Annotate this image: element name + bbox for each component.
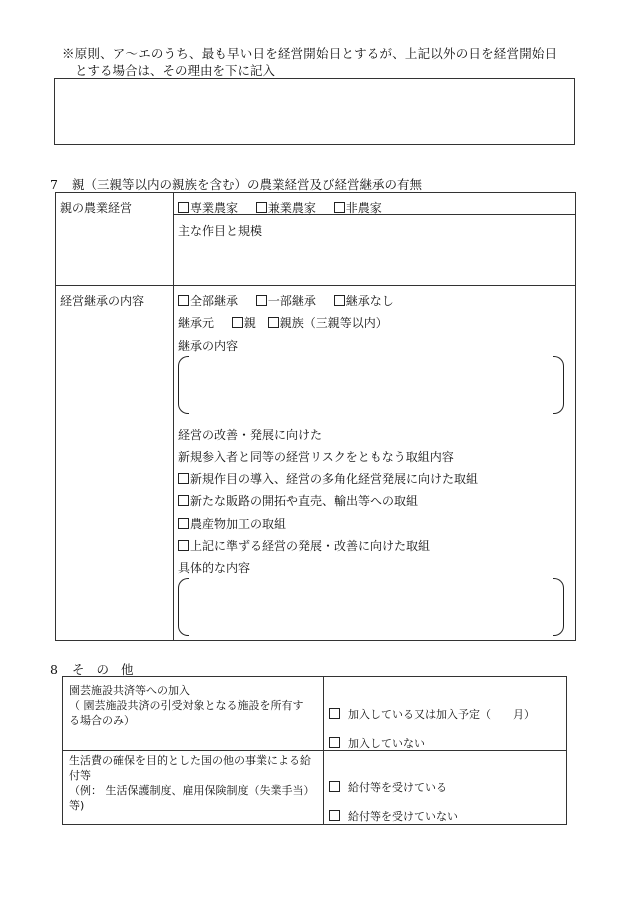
section8-number: 8 (50, 662, 58, 677)
checkbox[interactable] (329, 737, 340, 748)
section7-title: 親（三親等以内の親族を含む）の農業経営及び経営継承の有無 (72, 177, 423, 192)
checkbox[interactable] (178, 495, 189, 506)
checkbox[interactable] (178, 202, 189, 213)
checkbox[interactable] (268, 317, 279, 328)
benefits-not-receiving-option[interactable]: 給付等を受けていない (329, 808, 458, 824)
right-bracket (553, 578, 564, 636)
initiative-other[interactable]: 上記に準ずる経営の発展・改善に向けた取組 (178, 537, 430, 554)
checkbox[interactable] (329, 781, 340, 792)
source-parent[interactable]: 親 (232, 314, 256, 331)
improve-line-1: 経営の改善・発展に向けた (178, 428, 323, 442)
checkbox[interactable] (232, 317, 243, 328)
checkbox[interactable] (334, 202, 345, 213)
succession-label: 経営継承の内容 (60, 294, 145, 308)
insurance-joined-option[interactable]: 加入している又は加入予定（ 月） (329, 706, 535, 722)
checkbox[interactable] (329, 810, 340, 821)
checkbox[interactable] (178, 295, 189, 306)
farm-type-nonfarm[interactable]: 非農家 (334, 199, 382, 216)
checkbox[interactable] (178, 540, 189, 551)
reason-textbox[interactable] (54, 78, 575, 145)
section7-number: 7 (50, 177, 58, 192)
insurance-not-joined-option[interactable]: 加入していない (329, 735, 425, 751)
farm-type-fulltime[interactable]: 専業農家 (178, 199, 238, 216)
initiative-new-channels[interactable]: 新たな販路の開拓や直売、輸出等への取組 (178, 492, 418, 509)
checkbox[interactable] (334, 295, 345, 306)
succession-full[interactable]: 全部継承 (178, 292, 238, 309)
note-line-1: ※原則、ア～エのうち、最も早い日を経営開始日とするが、上記以外の日を経営開始日 (62, 46, 558, 61)
farm-type-options (178, 199, 396, 216)
farming-label: 親の農業経営 (60, 201, 133, 215)
checkbox[interactable] (178, 518, 189, 529)
succession-none[interactable]: 継承なし (334, 292, 394, 309)
row-divider (63, 750, 566, 751)
section8-title: そ の 他 (72, 662, 138, 677)
section8-table (62, 676, 567, 825)
right-bracket (553, 356, 564, 414)
checkbox[interactable] (178, 473, 189, 484)
initiative-new-crops[interactable]: 新規作目の導入、経営の多角化経営発展に向けた取組 (178, 470, 478, 487)
details-input-area[interactable] (192, 578, 547, 634)
source-relative[interactable]: 親族（三親等以内） (268, 314, 388, 331)
benefits-receiving-option[interactable]: 給付等を受けている (329, 779, 447, 795)
note-line-2: とする場合は、その理由を下に記入 (75, 63, 276, 78)
checkbox[interactable] (256, 295, 267, 306)
succession-type-options (178, 292, 408, 309)
section7-heading (50, 175, 422, 193)
content-label: 継承の内容 (178, 339, 239, 353)
content-input-area[interactable] (192, 356, 547, 412)
farm-type-parttime[interactable]: 兼業農家 (256, 199, 316, 216)
row-divider (56, 285, 575, 286)
left-bracket (178, 578, 189, 636)
details-label: 具体的な内容 (178, 561, 251, 575)
source-label: 継承元 (178, 316, 215, 330)
succession-partial[interactable]: 一部継承 (256, 292, 316, 309)
column-divider (173, 193, 174, 640)
benefits-description: 生活費の確保を目的とした国の他の事業による給 付等 （例： 生活保護制度、雇用保険制度（失業手当） 等) (69, 754, 315, 812)
section7-table (55, 192, 576, 641)
succession-source-row (178, 314, 402, 331)
checkbox[interactable] (329, 708, 340, 719)
crops-label: 主な作目と規模 (178, 224, 263, 238)
checkbox[interactable] (256, 202, 267, 213)
insurance-description: 園芸施設共済等への加入 （ 園芸施設共済の引受対象となる施設を所有す る場合のみ） (69, 684, 304, 727)
initiative-processing[interactable]: 農産物加工の取組 (178, 515, 286, 532)
improve-line-2: 新規参入者と同等の経営リスクをともなう取組内容 (178, 450, 454, 464)
left-bracket (178, 356, 189, 414)
